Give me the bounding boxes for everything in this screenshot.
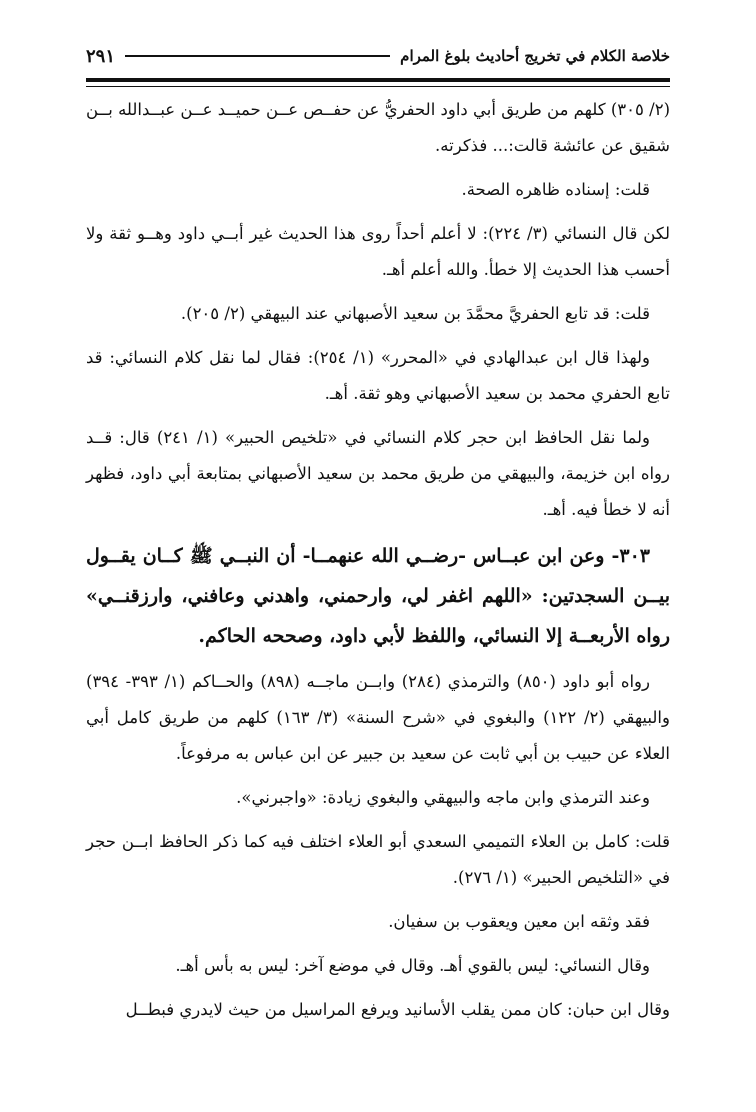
header-rule-thin: [86, 86, 670, 87]
paragraph-kamil: قلت: كامل بن العلاء التميمي السعدي أبو العلاء اختلف فيه كما ذكر الحافظ ابــن حجر في «التلخيص الحبير» (١/ ٢٧٦).: [86, 832, 670, 887]
header-rule-thick: [86, 78, 670, 82]
page-number: ٢٩١: [86, 45, 116, 67]
body-text: [86, 92, 670, 1036]
header-line: [125, 55, 390, 57]
page-header: [86, 36, 670, 76]
paragraph-mutabaah: قلت: قد تابع الحفريَّ محمَّدَ بن سعيد الأصبهاني عند البيهقي (٢/ ٢٠٥).: [180, 304, 650, 323]
paragraph-nasai: لكن قال النسائي (٣/ ٢٢٤): لا أعلم أحداً روى هذا الحديث غير أبــي داود وهــو ثقة ولا أحسب هذا الحديث إلا خطأ. والله أعلم أهـ.: [86, 224, 671, 279]
paragraph-muharrar: ولهذا قال ابن عبدالهادي في «المحرر» (١/ ٢٥٤): فقال لما نقل كلام النسائي: قد تابع الحفري محمد بن سعيد الأصبهاني وهو ثقة. أهـ.: [86, 348, 670, 403]
paragraph-sources: (٢/ ٣٠٥) كلهم من طريق أبي داود الحفريُّ عن حفــص عــن حميــد عــن عبــدالله بــن شقيق عن عائشة قالت:... فذكرته.: [86, 100, 670, 155]
hadith-303: ٣٠٣- وعن ابن عبــاس -رضــي الله عنهمــا- أن النبــي ﷺ كــان يقــول بيــن السجدتين: «اللهم اغفر لي، وارحمني، واهدني وعافني، وارزقنــي» رواه الأربعــة إلا النسائي، واللفظ لأبي داود، وصححه الحاكم.: [86, 545, 670, 647]
running-title: خلاصة الكلام في تخريج أحاديث بلوغ المرام: [400, 47, 670, 65]
paragraph-ibn-hibban: وقال ابن حبان: كان ممن يقلب الأسانيد ويرفع المراسيل من حيث لايدري فبطــل: [125, 1000, 670, 1019]
paragraph-isnad-note: قلت: إسناده ظاهره الصحة.: [461, 180, 650, 199]
paragraph-nasai-jarh: وقال النسائي: ليس بالقوي أهـ. وقال في موضع آخر: ليس به بأس أهـ.: [175, 956, 650, 975]
paragraph-ziyadah: وعند الترمذي وابن ماجه والبيهقي والبغوي زيادة: «واجبرني».: [236, 788, 650, 807]
paragraph-takhrij: رواه أبو داود (٨٥٠) والترمذي (٢٨٤) وابــن ماجــه (٨٩٨) والحــاكم (١/ ٣٩٣- ٣٩٤) والبيهقي (٢/ ١٢٢) والبغوي في «شرح السنة» (٣/ ١٦٣) كلهم من طريق كامل أبي العلاء عن حبيب بن أبي ثابت عن سعيد بن جبير عن ابن عباس به مرفوعاً.: [86, 672, 670, 763]
paragraph-tawthiq: فقد وثقه ابن معين ويعقوب بن سفيان.: [388, 912, 650, 931]
paragraph-ibn-hajar: ولما نقل الحافظ ابن حجر كلام النسائي في «تلخيص الحبير» (١/ ٢٤١) قال: قــد رواه ابن خزيمة، والبيهقي من طريق محمد بن سعيد الأصبهاني بمتابعة أبي داود، فظهر أنه لا خطأ فيه. أهـ.: [86, 428, 670, 519]
